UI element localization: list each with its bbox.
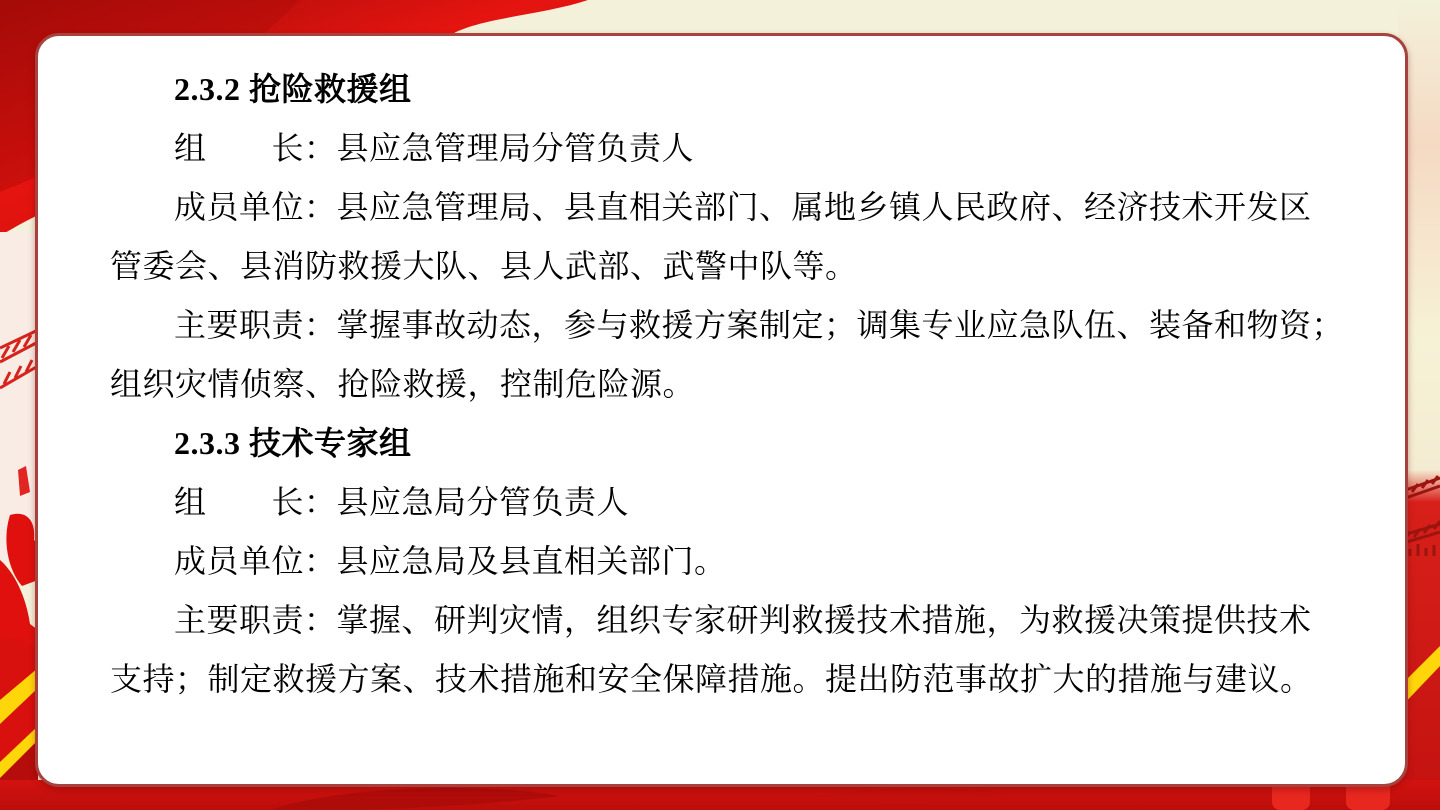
section-heading-233: 2.3.3 技术专家组: [174, 425, 412, 461]
duties-line-233-2: 支持；制定救援方案、技术措施和安全保障措施。提出防范事故扩大的措施与建议。: [110, 661, 1313, 697]
content-card: [35, 33, 1408, 787]
duties-line-232-1: 主要职责：掌握事故动态，参与救援方案制定；调集专业应急队伍、装备和物资；: [174, 307, 1345, 343]
bg-left-pale-strip: [0, 232, 38, 562]
section-heading-232: 2.3.2 抢险救援组: [174, 71, 412, 107]
duties-line-232-2: 组织灾情侦察、抢险救援，控制危险源。: [110, 366, 696, 402]
member-units-line-233: 成员单位：县应急局及县直相关部门。: [174, 543, 727, 579]
duties-line-233-1: 主要职责：掌握、研判灾情，组织专家研判救援技术措施，为救援决策提供技术: [174, 602, 1312, 638]
member-units-line-232-1: 成员单位：县应急管理局、县直相关部门、属地乡镇人民政府、经济技术开发区: [174, 189, 1312, 225]
group-leader-line-232: 组 长：县应急管理局分管负责人: [174, 130, 695, 166]
member-units-line-232-2: 管委会、县消防救援大队、县人武部、武警中队等。: [110, 248, 858, 284]
slide-text-block: [110, 60, 1345, 709]
group-leader-line-233: 组 长：县应急局分管负责人: [174, 484, 630, 520]
